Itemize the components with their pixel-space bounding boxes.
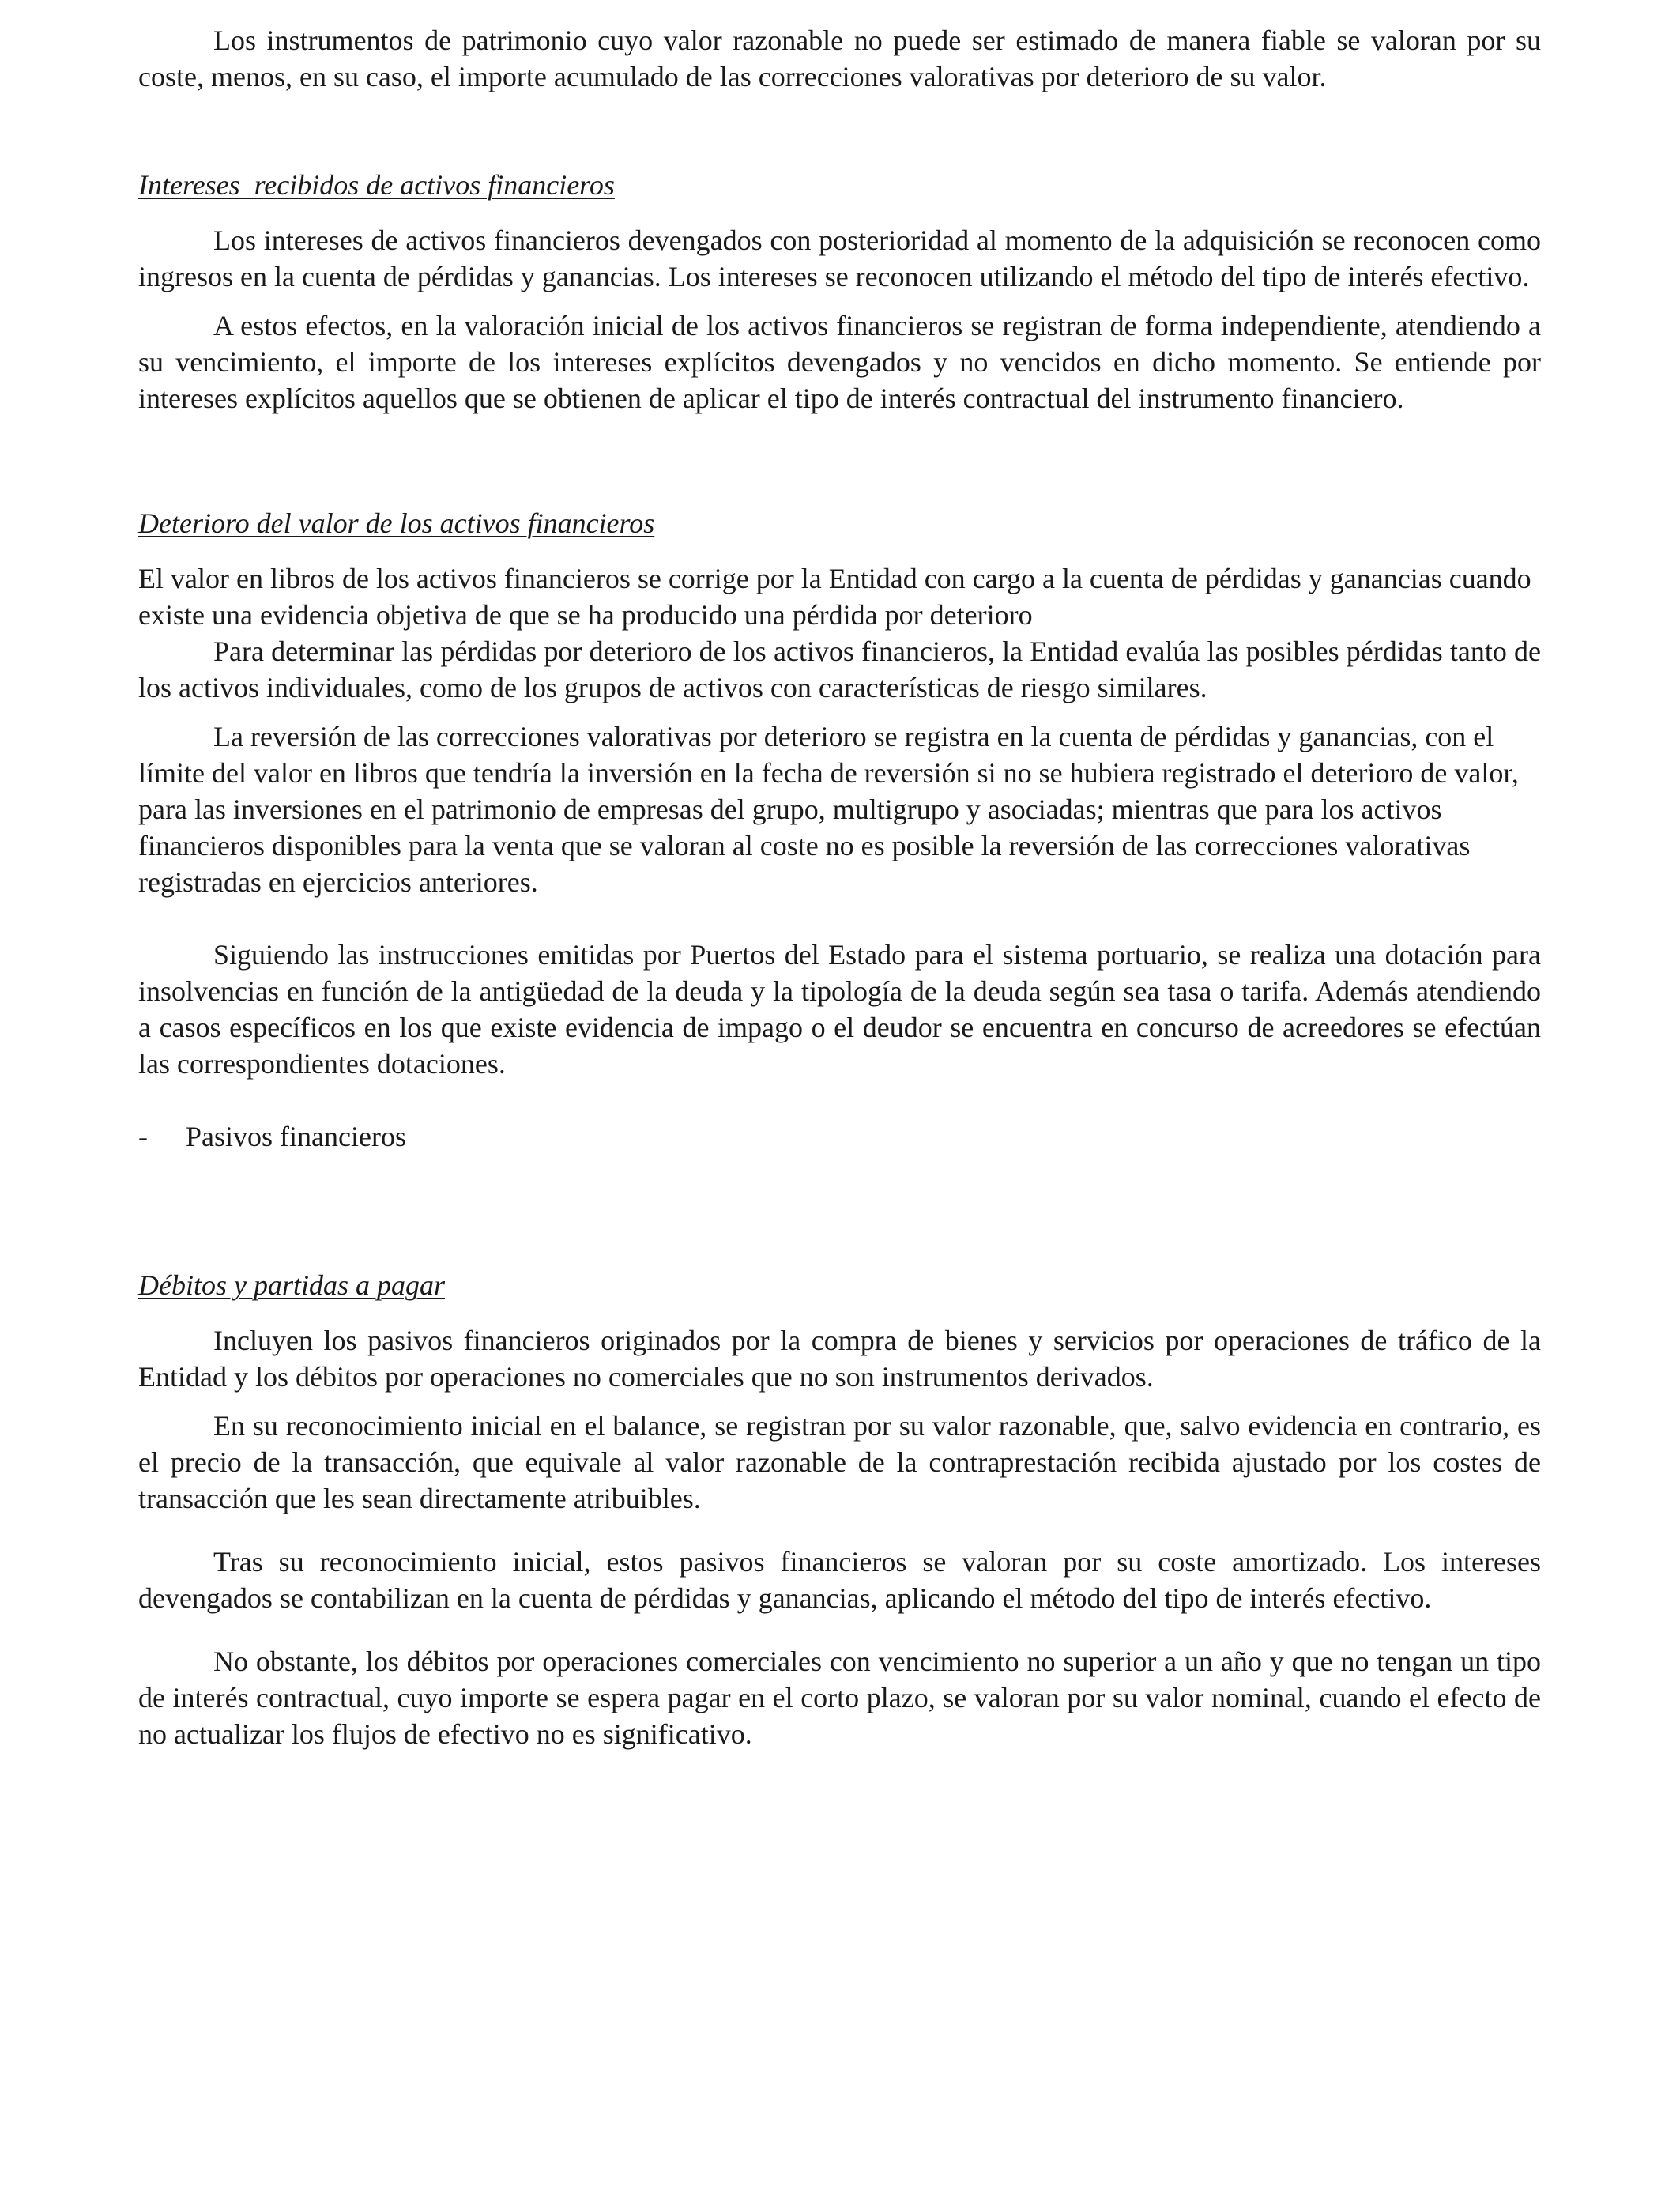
- document-page: [138, 22, 1541, 1752]
- paragraph-intereses-devengados: Los intereses de activos financieros devengados con posterioridad al momento de la adquisición se reconocen como ingresos en la cuenta de pérdidas y ganancias. Los intereses se reconocen utilizando el método del tipo de interés efectivo.: [138, 224, 1541, 292]
- heading-debitos: Débitos y partidas a pagar: [138, 1269, 446, 1301]
- paragraph-patrimonio: Los instrumentos de patrimonio cuyo valor razonable no puede ser estimado de manera fiable se valoran por su coste, menos, en su caso, el importe acumulado de las correcciones valorativas por deterioro de su valor.: [138, 25, 1541, 92]
- paragraph-coste-amortizado: Tras su reconocimiento inicial, estos pasivos financieros se valoran por su coste amortizado. Los intereses devengados se contabilizan en la cuenta de pérdidas y ganancias, aplicando el método del tipo de interés efectivo.: [138, 1546, 1541, 1614]
- paragraph-incluyen: Incluyen los pasivos financieros originados por la compra de bienes y servicios por operaciones de tráfico de la Entidad y los débitos por operaciones no comerciales que no son instrumentos derivados.: [138, 1325, 1541, 1393]
- heading-intereses: Intereses recibidos de activos financieros: [138, 169, 615, 201]
- paragraph-reconocimiento-inicial: En su reconocimiento inicial en el balance, se registran por su valor razonable, que, salvo evidencia en contrario, es el precio de la transacción, que equivale al valor razonable de la contraprestación recibida ajustado por los costes de transacción que les sean directamente atribuibles.: [138, 1410, 1541, 1514]
- paragraph-reversion: La reversión de las correcciones valorativas por deterioro se registra en la cuenta de pérdidas y ganancias, con el límite del valor en libros que tendría la inversión en la fecha de reversión si no se hubiera registrado el deterioro de valor, para las inversiones en el patrimonio de empresas del grupo, multigrupo y asociadas; mientras que para los activos financieros disponibles para la venta que se valoran al coste no es posible la reversión de las correcciones valorativas registradas en ejercicios anteriores.: [138, 721, 1519, 898]
- paragraph-no-obstante: No obstante, los débitos por operaciones comerciales con vencimiento no superior a un año y que no tengan un tipo de interés contractual, cuyo importe se espera pagar en el corto plazo, se valoran por su valor nominal, cuando el efecto de no actualizar los flujos de efectivo no es significativo.: [138, 1646, 1541, 1750]
- bullet-pasivos-financieros: [138, 1118, 1541, 1155]
- paragraph-valoracion-inicial: A estos efectos, en la valoración inicial de los activos financieros se registran de forma independiente, atendiendo a su vencimiento, el importe de los intereses explícitos devengados y no vencidos en dicho momento. Se entiende por intereses explícitos aquellos que se obtienen de aplicar el tipo de interés contractual del instrumento financiero.: [138, 310, 1541, 414]
- bullet-label: Pasivos financieros: [186, 1121, 406, 1152]
- paragraph-perdidas-deterioro: Para determinar las pérdidas por deterioro de los activos financieros, la Entidad evalúa las posibles pérdidas tanto de los activos individuales, como de los grupos de activos con características de riesgo similares.: [138, 635, 1541, 703]
- paragraph-puertos-estado: Siguiendo las instrucciones emitidas por Puertos del Estado para el sistema portuario, se realiza una dotación para insolvencias en función de la antigüedad de la deuda y la tipología de la deuda según sea tasa o tarifa. Además atendiendo a casos específicos en los que existe evidencia de impago o el deudor se encuentra en concurso de acreedores se efectúan las correspondientes dotaciones.: [138, 939, 1541, 1080]
- heading-deterioro: Deterioro del valor de los activos financieros: [138, 507, 655, 539]
- bullet-dash: -: [138, 1121, 148, 1152]
- paragraph-valor-libros: El valor en libros de los activos financieros se corrige por la Entidad con cargo a la cuenta de pérdidas y ganancias cuando existe una evidencia objetiva de que se ha producido una pérdida por deterioro: [138, 563, 1531, 631]
